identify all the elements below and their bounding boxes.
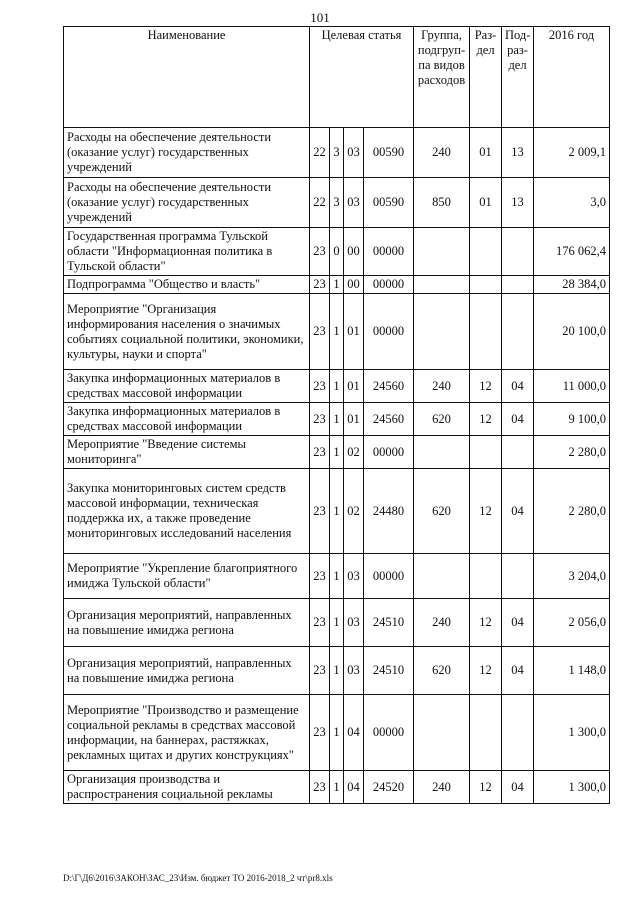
subsection: 04 bbox=[502, 370, 534, 403]
row-name: Подпрограмма "Общество и власть" bbox=[64, 276, 310, 294]
table-row bbox=[64, 294, 610, 370]
section bbox=[470, 276, 502, 294]
row-name: Закупка мониторинговых систем средств массовой информации, техническая поддержка их, а также проведение мониторинговых исследований населения bbox=[64, 469, 310, 554]
row-name: Организация мероприятий, направленных на повышение имиджа региона bbox=[64, 599, 310, 647]
section: 12 bbox=[470, 647, 502, 695]
section: 01 bbox=[470, 128, 502, 178]
table-row bbox=[64, 178, 610, 228]
target-article-part-4: 24560 bbox=[364, 370, 414, 403]
target-article-part-3: 01 bbox=[344, 294, 364, 370]
row-name: Мероприятие "Производство и размещение социальной рекламы в средствах массовой информации, на баннерах, растяжках, рекламных щитах и других конструкциях" bbox=[64, 695, 310, 771]
target-article-part-2: 1 bbox=[330, 276, 344, 294]
amount-2016: 2 280,0 bbox=[534, 469, 610, 554]
target-article-part-3: 02 bbox=[344, 469, 364, 554]
table-row bbox=[64, 228, 610, 276]
target-article-part-4: 24560 bbox=[364, 403, 414, 436]
section bbox=[470, 554, 502, 599]
target-article-part-3: 03 bbox=[344, 554, 364, 599]
row-name: Расходы на обеспечение деятельности (оказание услуг) государственных учреждений bbox=[64, 178, 310, 228]
subsection: 13 bbox=[502, 178, 534, 228]
row-name: Государственная программа Тульской области "Информационная политика в Тульской области" bbox=[64, 228, 310, 276]
target-article-part-2: 1 bbox=[330, 695, 344, 771]
expense-group: 240 bbox=[414, 128, 470, 178]
amount-2016: 176 062,4 bbox=[534, 228, 610, 276]
page-number: 101 bbox=[310, 10, 330, 25]
target-article-part-3: 03 bbox=[344, 178, 364, 228]
target-article-part-1: 23 bbox=[310, 436, 330, 469]
target-article-part-2: 1 bbox=[330, 647, 344, 695]
subsection bbox=[502, 276, 534, 294]
table-row bbox=[64, 554, 610, 599]
section bbox=[470, 695, 502, 771]
header-year: 2016 год bbox=[534, 27, 610, 128]
target-article-part-3: 02 bbox=[344, 436, 364, 469]
row-name: Закупка информационных материалов в средствах массовой информации bbox=[64, 370, 310, 403]
amount-2016: 3,0 bbox=[534, 178, 610, 228]
subsection: 04 bbox=[502, 469, 534, 554]
target-article-part-4: 00000 bbox=[364, 228, 414, 276]
section: 12 bbox=[470, 771, 502, 804]
amount-2016: 1 148,0 bbox=[534, 647, 610, 695]
target-article-part-3: 03 bbox=[344, 128, 364, 178]
subsection bbox=[502, 228, 534, 276]
amount-2016: 3 204,0 bbox=[534, 554, 610, 599]
section: 12 bbox=[470, 469, 502, 554]
target-article-part-1: 23 bbox=[310, 647, 330, 695]
target-article-part-4: 24520 bbox=[364, 771, 414, 804]
expense-group: 620 bbox=[414, 403, 470, 436]
target-article-part-1: 23 bbox=[310, 695, 330, 771]
target-article-part-3: 00 bbox=[344, 276, 364, 294]
section bbox=[470, 436, 502, 469]
target-article-part-2: 1 bbox=[330, 554, 344, 599]
target-article-part-2: 1 bbox=[330, 436, 344, 469]
target-article-part-1: 23 bbox=[310, 276, 330, 294]
target-article-part-1: 22 bbox=[310, 128, 330, 178]
table-row bbox=[64, 469, 610, 554]
expense-group: 620 bbox=[414, 647, 470, 695]
target-article-part-2: 1 bbox=[330, 370, 344, 403]
target-article-part-2: 3 bbox=[330, 178, 344, 228]
amount-2016: 20 100,0 bbox=[534, 294, 610, 370]
target-article-part-4: 24510 bbox=[364, 647, 414, 695]
target-article-part-3: 00 bbox=[344, 228, 364, 276]
target-article-part-2: 1 bbox=[330, 599, 344, 647]
row-name: Мероприятие "Введение системы мониторинга" bbox=[64, 436, 310, 469]
subsection bbox=[502, 436, 534, 469]
section: 12 bbox=[470, 403, 502, 436]
table-row bbox=[64, 695, 610, 771]
row-name: Мероприятие "Организация информирования населения о значимых событиях социальной политики, экономики, культуры, науки и спорта" bbox=[64, 294, 310, 370]
target-article-part-4: 00000 bbox=[364, 554, 414, 599]
target-article-part-2: 1 bbox=[330, 771, 344, 804]
target-article-part-4: 00000 bbox=[364, 695, 414, 771]
subsection bbox=[502, 695, 534, 771]
target-article-part-3: 01 bbox=[344, 370, 364, 403]
target-article-part-1: 23 bbox=[310, 370, 330, 403]
table-row bbox=[64, 276, 610, 294]
target-article-part-1: 22 bbox=[310, 178, 330, 228]
section bbox=[470, 294, 502, 370]
expense-group bbox=[414, 695, 470, 771]
table-row bbox=[64, 771, 610, 804]
expense-group bbox=[414, 436, 470, 469]
target-article-part-3: 04 bbox=[344, 695, 364, 771]
target-article-part-1: 23 bbox=[310, 554, 330, 599]
row-name: Мероприятие "Укрепление благоприятного имиджа Тульской области" bbox=[64, 554, 310, 599]
header-section: Раз-дел bbox=[470, 27, 502, 128]
expense-group: 240 bbox=[414, 370, 470, 403]
target-article-part-1: 23 bbox=[310, 599, 330, 647]
subsection: 13 bbox=[502, 128, 534, 178]
target-article-part-2: 0 bbox=[330, 228, 344, 276]
header-expense-group: Группа, подгруп-па видов расходов bbox=[414, 27, 470, 128]
target-article-part-1: 23 bbox=[310, 403, 330, 436]
file-path-footer: D:\Г\Д6\2016\ЗАКОН\ЗАС_23\Изм. бюджет ТО 2016-2018_2 чт\pr8.xls bbox=[63, 873, 333, 883]
target-article-part-3: 04 bbox=[344, 771, 364, 804]
table-row bbox=[64, 403, 610, 436]
target-article-part-1: 23 bbox=[310, 469, 330, 554]
subsection: 04 bbox=[502, 403, 534, 436]
budget-table bbox=[63, 26, 610, 804]
target-article-part-4: 24510 bbox=[364, 599, 414, 647]
subsection bbox=[502, 554, 534, 599]
expense-group: 240 bbox=[414, 771, 470, 804]
expense-group bbox=[414, 228, 470, 276]
amount-2016: 28 384,0 bbox=[534, 276, 610, 294]
amount-2016: 1 300,0 bbox=[534, 695, 610, 771]
row-name: Организация мероприятий, направленных на повышение имиджа региона bbox=[64, 647, 310, 695]
target-article-part-4: 00000 bbox=[364, 436, 414, 469]
target-article-part-2: 1 bbox=[330, 294, 344, 370]
target-article-part-1: 23 bbox=[310, 771, 330, 804]
subsection: 04 bbox=[502, 647, 534, 695]
section: 01 bbox=[470, 178, 502, 228]
target-article-part-3: 03 bbox=[344, 647, 364, 695]
row-name: Закупка информационных материалов в средствах массовой информации bbox=[64, 403, 310, 436]
amount-2016: 11 000,0 bbox=[534, 370, 610, 403]
table-row bbox=[64, 647, 610, 695]
target-article-part-4: 00590 bbox=[364, 178, 414, 228]
expense-group: 240 bbox=[414, 599, 470, 647]
table-row bbox=[64, 599, 610, 647]
target-article-part-2: 3 bbox=[330, 128, 344, 178]
target-article-part-2: 1 bbox=[330, 403, 344, 436]
target-article-part-3: 01 bbox=[344, 403, 364, 436]
amount-2016: 2 056,0 bbox=[534, 599, 610, 647]
row-name: Организация производства и распространения социальной рекламы bbox=[64, 771, 310, 804]
expense-group bbox=[414, 276, 470, 294]
target-article-part-4: 00000 bbox=[364, 294, 414, 370]
amount-2016: 1 300,0 bbox=[534, 771, 610, 804]
header-name: Наименование bbox=[64, 27, 310, 128]
table-row bbox=[64, 128, 610, 178]
section: 12 bbox=[470, 370, 502, 403]
table-row bbox=[64, 436, 610, 469]
subsection bbox=[502, 294, 534, 370]
expense-group: 620 bbox=[414, 469, 470, 554]
table-row bbox=[64, 370, 610, 403]
header-subsection: Под-раз-дел bbox=[502, 27, 534, 128]
section: 12 bbox=[470, 599, 502, 647]
target-article-part-1: 23 bbox=[310, 294, 330, 370]
expense-group bbox=[414, 294, 470, 370]
target-article-part-4: 00590 bbox=[364, 128, 414, 178]
section bbox=[470, 228, 502, 276]
subsection: 04 bbox=[502, 599, 534, 647]
table-header-row bbox=[64, 27, 610, 128]
expense-group: 850 bbox=[414, 178, 470, 228]
amount-2016: 2 280,0 bbox=[534, 436, 610, 469]
header-target-article: Целевая статья bbox=[310, 27, 414, 128]
target-article-part-2: 1 bbox=[330, 469, 344, 554]
expense-group bbox=[414, 554, 470, 599]
row-name: Расходы на обеспечение деятельности (оказание услуг) государственных учреждений bbox=[64, 128, 310, 178]
target-article-part-1: 23 bbox=[310, 228, 330, 276]
amount-2016: 2 009,1 bbox=[534, 128, 610, 178]
target-article-part-3: 03 bbox=[344, 599, 364, 647]
subsection: 04 bbox=[502, 771, 534, 804]
table-body bbox=[64, 128, 610, 804]
target-article-part-4: 00000 bbox=[364, 276, 414, 294]
amount-2016: 9 100,0 bbox=[534, 403, 610, 436]
target-article-part-4: 24480 bbox=[364, 469, 414, 554]
